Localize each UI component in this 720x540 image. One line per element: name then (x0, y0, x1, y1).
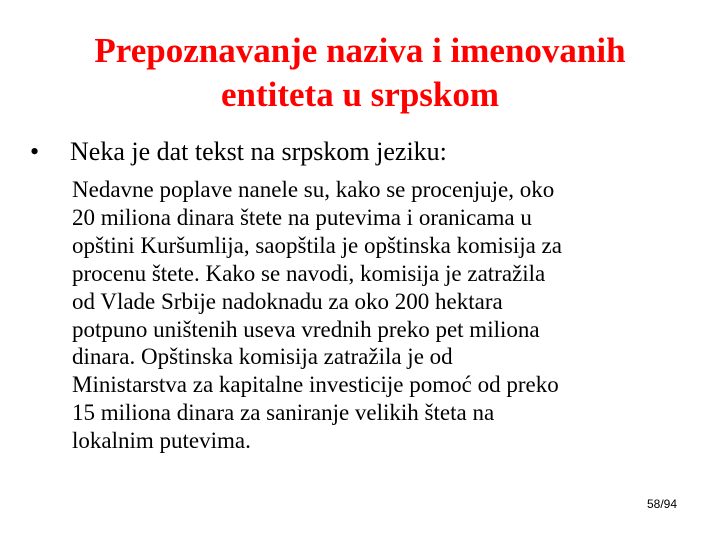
paragraph-line: dinara. Opštinska komisija zatražila je od (72, 344, 453, 370)
paragraph-line: opštini Kuršumlija, saopštila je opštinska komisija za (72, 232, 562, 258)
paragraph-line: 20 miliona dinara štete na putevima i oranicama u (72, 204, 532, 230)
slide-title-line-1: Prepoznavanje naziva i imenovanih (94, 31, 626, 70)
paragraph-line: potpuno uništenih useva vrednih preko pet miliona (72, 316, 540, 342)
paragraph-line: lokalnim putevima. (72, 428, 251, 454)
example-paragraph (72, 176, 702, 455)
bullet-text: Neka je dat tekst na srpskom jeziku: (70, 137, 447, 166)
paragraph-line: 15 miliona dinara za saniranje velikih šteta na (72, 400, 495, 426)
page-number: 58/94 (646, 497, 677, 511)
paragraph-line: Nedavne poplave nanele su, kako se procenjuje, oko (72, 177, 555, 202)
paragraph-line: Ministarstva za kapitalne investicije pomoć od preko (72, 372, 559, 398)
paragraph-line: od Vlade Srbije nadoknadu za oko 200 hektara (72, 288, 503, 314)
paragraph-line: procenu štete. Kako se navodi, komisija je zatražila (72, 260, 546, 286)
slide-title-line-2: entiteta u srpskom (220, 75, 500, 114)
bullet-dot: • (30, 137, 40, 166)
slide-title (40, 29, 680, 117)
bullet-item (30, 136, 690, 168)
